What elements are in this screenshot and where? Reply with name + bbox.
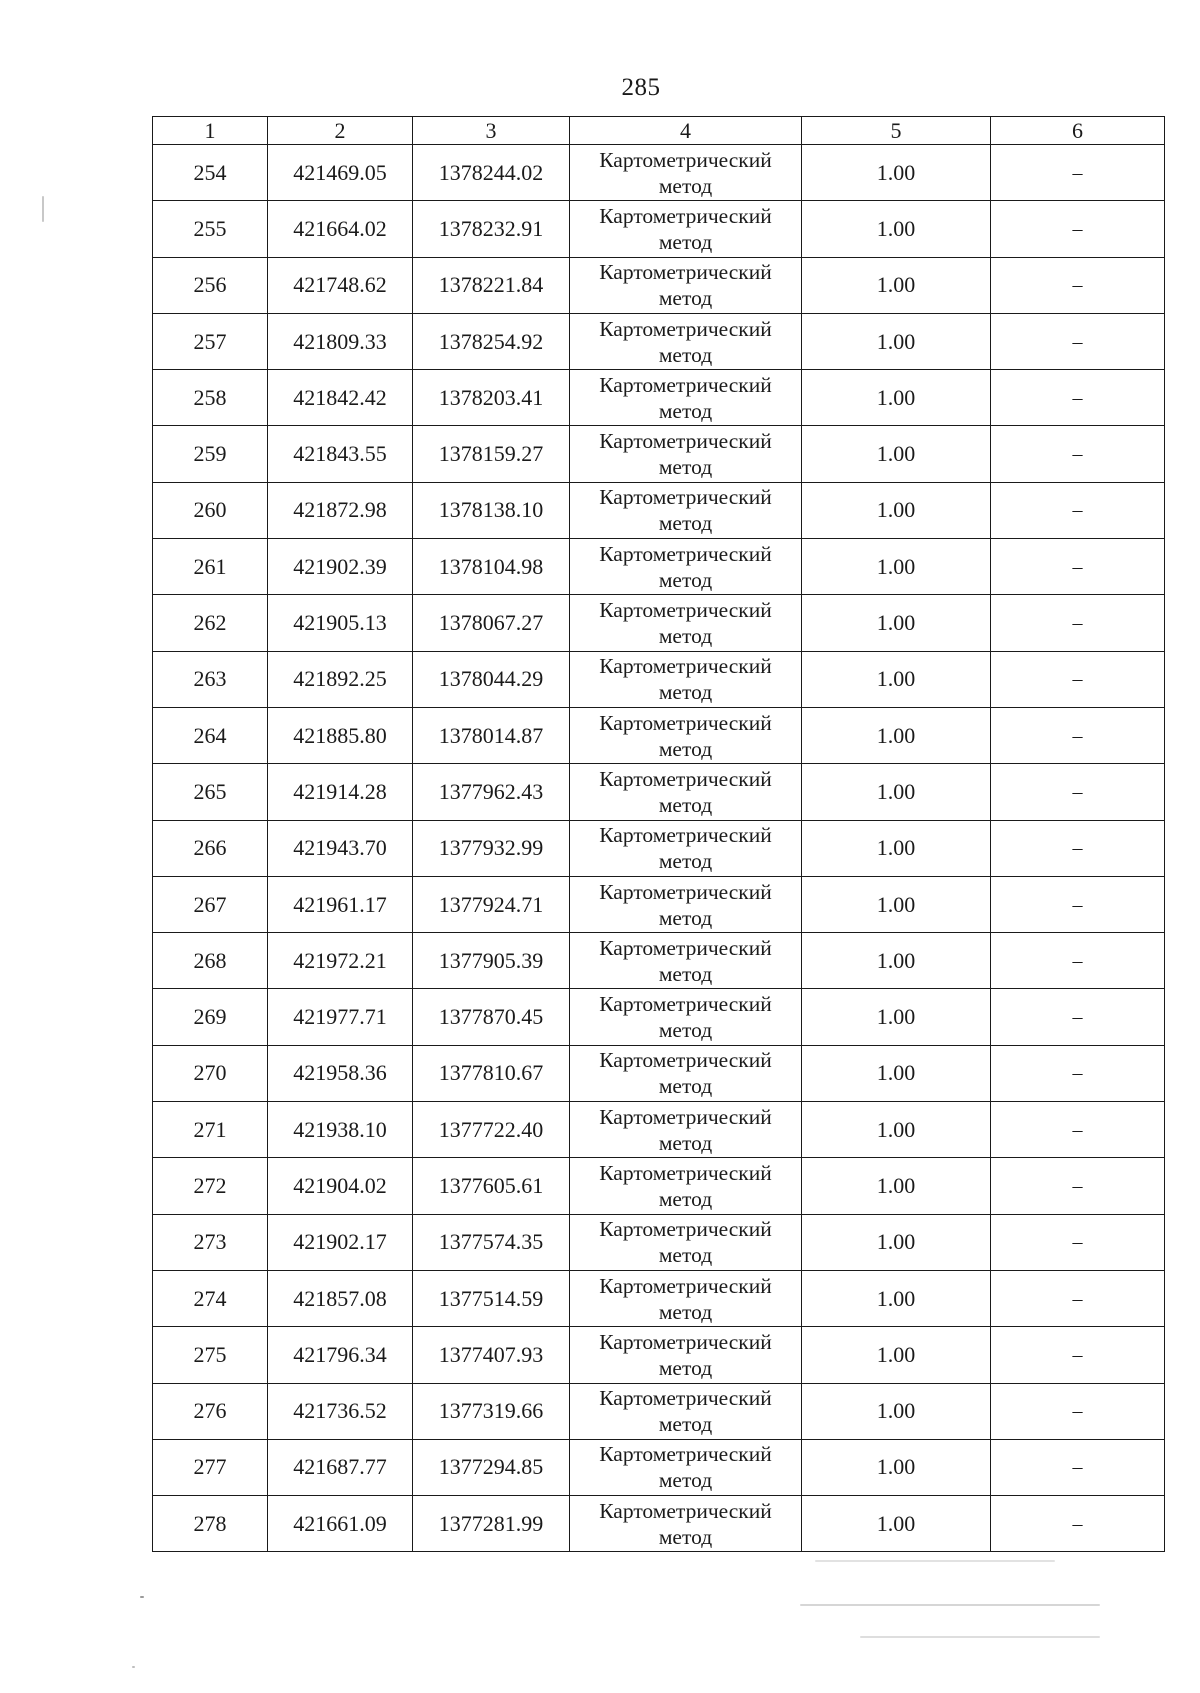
- table-row: [153, 1214, 1165, 1270]
- y-coordinate-cell: 1378232.91: [413, 201, 570, 257]
- method-line-1: Картометрический: [599, 879, 772, 904]
- table-body: [153, 145, 1165, 1552]
- point-number-cell: 268: [153, 933, 268, 989]
- method-cell: [570, 933, 802, 989]
- x-coordinate-cell: 421748.62: [268, 257, 413, 313]
- method-line-2: метод: [658, 455, 713, 480]
- x-coordinate-cell: 421902.39: [268, 539, 413, 595]
- method-line-1: Картометрический: [599, 935, 772, 960]
- method-cell: [570, 707, 802, 763]
- accuracy-cell: 1.00: [802, 145, 991, 201]
- table-row: [153, 1327, 1165, 1383]
- x-coordinate-cell: 421972.21: [268, 933, 413, 989]
- x-coordinate-cell: 421914.28: [268, 764, 413, 820]
- note-cell: –: [991, 370, 1165, 426]
- y-coordinate-cell: 1377514.59: [413, 1270, 570, 1326]
- method-cell: [570, 1270, 802, 1326]
- note-cell: –: [991, 1270, 1165, 1326]
- method-line-1: Картометрический: [599, 1498, 772, 1523]
- accuracy-cell: 1.00: [802, 989, 991, 1045]
- method-line-1: Картометрический: [599, 316, 772, 341]
- table-row: [153, 933, 1165, 989]
- table-row: [153, 989, 1165, 1045]
- table-row: [153, 370, 1165, 426]
- point-number-cell: 262: [153, 595, 268, 651]
- method-line-1: Картометрический: [599, 260, 772, 285]
- point-number-cell: 265: [153, 764, 268, 820]
- accuracy-cell: 1.00: [802, 1270, 991, 1326]
- method-line-2: метод: [658, 1018, 713, 1043]
- method-line-2: метод: [658, 1243, 713, 1268]
- point-number-cell: 273: [153, 1214, 268, 1270]
- point-number-cell: 266: [153, 820, 268, 876]
- x-coordinate-cell: 421958.36: [268, 1045, 413, 1101]
- method-line-2: метод: [658, 1299, 713, 1324]
- y-coordinate-cell: 1377905.39: [413, 933, 570, 989]
- note-cell: –: [991, 651, 1165, 707]
- method-line-1: Картометрический: [599, 766, 772, 791]
- point-number-cell: 255: [153, 201, 268, 257]
- method-line-1: Картометрический: [599, 1386, 772, 1411]
- x-coordinate-cell: 421664.02: [268, 201, 413, 257]
- note-cell: –: [991, 482, 1165, 538]
- note-cell: –: [991, 1158, 1165, 1214]
- method-cell: [570, 145, 802, 201]
- note-cell: –: [991, 876, 1165, 932]
- method-line-2: метод: [658, 342, 713, 367]
- point-number-cell: 275: [153, 1327, 268, 1383]
- accuracy-cell: 1.00: [802, 313, 991, 369]
- method-line-2: метод: [658, 398, 713, 423]
- method-line-1: Картометрический: [599, 992, 772, 1017]
- scan-speck: [42, 196, 44, 222]
- point-number-cell: 257: [153, 313, 268, 369]
- method-line-2: метод: [658, 905, 713, 930]
- y-coordinate-cell: 1378254.92: [413, 313, 570, 369]
- table-row: [153, 1158, 1165, 1214]
- accuracy-cell: 1.00: [802, 933, 991, 989]
- x-coordinate-cell: 421885.80: [268, 707, 413, 763]
- method-line-1: Картометрический: [599, 429, 772, 454]
- x-coordinate-cell: 421872.98: [268, 482, 413, 538]
- accuracy-cell: 1.00: [802, 539, 991, 595]
- table-row: [153, 595, 1165, 651]
- y-coordinate-cell: 1378138.10: [413, 482, 570, 538]
- method-line-2: метод: [658, 1524, 713, 1549]
- note-cell: –: [991, 1383, 1165, 1439]
- method-cell: [570, 370, 802, 426]
- y-coordinate-cell: 1377319.66: [413, 1383, 570, 1439]
- method-line-1: Картометрический: [599, 485, 772, 510]
- note-cell: –: [991, 1496, 1165, 1552]
- method-cell: [570, 1158, 802, 1214]
- accuracy-cell: 1.00: [802, 1439, 991, 1495]
- scan-speck: [800, 1604, 1100, 1606]
- x-coordinate-cell: 421843.55: [268, 426, 413, 482]
- point-number-cell: 272: [153, 1158, 268, 1214]
- y-coordinate-cell: 1377810.67: [413, 1045, 570, 1101]
- point-number-cell: 260: [153, 482, 268, 538]
- y-coordinate-cell: 1378244.02: [413, 145, 570, 201]
- table-row: [153, 820, 1165, 876]
- method-line-2: метод: [658, 1468, 713, 1493]
- x-coordinate-cell: 421905.13: [268, 595, 413, 651]
- x-coordinate-cell: 421736.52: [268, 1383, 413, 1439]
- method-line-2: метод: [658, 567, 713, 592]
- method-line-2: метод: [658, 1074, 713, 1099]
- method-line-1: Картометрический: [599, 147, 772, 172]
- table-row: [153, 651, 1165, 707]
- point-number-cell: 277: [153, 1439, 268, 1495]
- x-coordinate-cell: 421904.02: [268, 1158, 413, 1214]
- column-header-3: 3: [413, 117, 570, 145]
- scan-speck: [815, 1560, 1055, 1562]
- x-coordinate-cell: 421902.17: [268, 1214, 413, 1270]
- accuracy-cell: 1.00: [802, 257, 991, 313]
- y-coordinate-cell: 1377962.43: [413, 764, 570, 820]
- accuracy-cell: 1.00: [802, 1158, 991, 1214]
- method-line-1: Картометрический: [599, 598, 772, 623]
- y-coordinate-cell: 1378221.84: [413, 257, 570, 313]
- point-number-cell: 261: [153, 539, 268, 595]
- note-cell: –: [991, 539, 1165, 595]
- accuracy-cell: 1.00: [802, 651, 991, 707]
- method-line-2: метод: [658, 511, 713, 536]
- method-cell: [570, 257, 802, 313]
- method-line-1: Картометрический: [599, 1160, 772, 1185]
- table-row: [153, 313, 1165, 369]
- column-header-4: 4: [570, 117, 802, 145]
- accuracy-cell: 1.00: [802, 1214, 991, 1270]
- method-cell: [570, 595, 802, 651]
- y-coordinate-cell: 1378203.41: [413, 370, 570, 426]
- method-cell: [570, 876, 802, 932]
- point-number-cell: 267: [153, 876, 268, 932]
- note-cell: –: [991, 989, 1165, 1045]
- method-cell: [570, 313, 802, 369]
- accuracy-cell: 1.00: [802, 370, 991, 426]
- method-line-1: Картометрический: [599, 1217, 772, 1242]
- y-coordinate-cell: 1377605.61: [413, 1158, 570, 1214]
- method-line-1: Картометрический: [599, 823, 772, 848]
- accuracy-cell: 1.00: [802, 426, 991, 482]
- x-coordinate-cell: 421961.17: [268, 876, 413, 932]
- method-cell: [570, 764, 802, 820]
- method-line-2: метод: [658, 961, 713, 986]
- x-coordinate-cell: 421687.77: [268, 1439, 413, 1495]
- note-cell: –: [991, 595, 1165, 651]
- header-row: [153, 117, 1165, 145]
- table-row: [153, 1102, 1165, 1158]
- method-cell: [570, 482, 802, 538]
- accuracy-cell: 1.00: [802, 764, 991, 820]
- x-coordinate-cell: 421661.09: [268, 1496, 413, 1552]
- method-line-1: Картометрический: [599, 1329, 772, 1354]
- method-cell: [570, 1327, 802, 1383]
- method-line-2: метод: [658, 680, 713, 705]
- scan-speck: [132, 1666, 135, 1668]
- point-number-cell: 259: [153, 426, 268, 482]
- coordinates-table: [152, 116, 1165, 1552]
- y-coordinate-cell: 1377932.99: [413, 820, 570, 876]
- method-line-2: метод: [658, 736, 713, 761]
- method-cell: [570, 1383, 802, 1439]
- accuracy-cell: 1.00: [802, 201, 991, 257]
- x-coordinate-cell: 421842.42: [268, 370, 413, 426]
- point-number-cell: 271: [153, 1102, 268, 1158]
- table-header: [153, 117, 1165, 145]
- note-cell: –: [991, 1327, 1165, 1383]
- method-cell: [570, 426, 802, 482]
- y-coordinate-cell: 1377722.40: [413, 1102, 570, 1158]
- point-number-cell: 263: [153, 651, 268, 707]
- method-cell: [570, 1496, 802, 1552]
- table-row: [153, 426, 1165, 482]
- accuracy-cell: 1.00: [802, 1327, 991, 1383]
- method-cell: [570, 820, 802, 876]
- method-cell: [570, 539, 802, 595]
- column-header-5: 5: [802, 117, 991, 145]
- method-line-2: метод: [658, 624, 713, 649]
- method-cell: [570, 201, 802, 257]
- y-coordinate-cell: 1377294.85: [413, 1439, 570, 1495]
- note-cell: –: [991, 313, 1165, 369]
- point-number-cell: 276: [153, 1383, 268, 1439]
- accuracy-cell: 1.00: [802, 1383, 991, 1439]
- y-coordinate-cell: 1377574.35: [413, 1214, 570, 1270]
- method-cell: [570, 989, 802, 1045]
- column-header-6: 6: [991, 117, 1165, 145]
- method-line-1: Картометрический: [599, 1273, 772, 1298]
- method-cell: [570, 1102, 802, 1158]
- table-row: [153, 201, 1165, 257]
- accuracy-cell: 1.00: [802, 595, 991, 651]
- accuracy-cell: 1.00: [802, 707, 991, 763]
- note-cell: –: [991, 1214, 1165, 1270]
- scan-speck: [140, 1596, 144, 1598]
- column-header-2: 2: [268, 117, 413, 145]
- table-row: [153, 876, 1165, 932]
- x-coordinate-cell: 421892.25: [268, 651, 413, 707]
- method-line-2: метод: [658, 173, 713, 198]
- note-cell: –: [991, 764, 1165, 820]
- point-number-cell: 258: [153, 370, 268, 426]
- point-number-cell: 254: [153, 145, 268, 201]
- note-cell: –: [991, 426, 1165, 482]
- table-row: [153, 1383, 1165, 1439]
- note-cell: –: [991, 1102, 1165, 1158]
- table-row: [153, 1439, 1165, 1495]
- point-number-cell: 274: [153, 1270, 268, 1326]
- method-line-1: Картометрический: [599, 654, 772, 679]
- table-row: [153, 707, 1165, 763]
- table-row: [153, 482, 1165, 538]
- method-line-2: метод: [658, 792, 713, 817]
- table-row: [153, 1045, 1165, 1101]
- method-cell: [570, 1045, 802, 1101]
- table-row: [153, 764, 1165, 820]
- point-number-cell: 269: [153, 989, 268, 1045]
- y-coordinate-cell: 1377281.99: [413, 1496, 570, 1552]
- note-cell: –: [991, 820, 1165, 876]
- method-line-1: Картометрический: [599, 1442, 772, 1467]
- method-line-2: метод: [658, 1186, 713, 1211]
- method-line-1: Картометрический: [599, 372, 772, 397]
- y-coordinate-cell: 1377924.71: [413, 876, 570, 932]
- method-line-1: Картометрический: [599, 1048, 772, 1073]
- table-row: [153, 1496, 1165, 1552]
- method-line-1: Картометрический: [599, 541, 772, 566]
- x-coordinate-cell: 421469.05: [268, 145, 413, 201]
- method-cell: [570, 1439, 802, 1495]
- method-cell: [570, 651, 802, 707]
- method-line-2: метод: [658, 1412, 713, 1437]
- table-row: [153, 257, 1165, 313]
- x-coordinate-cell: 421977.71: [268, 989, 413, 1045]
- accuracy-cell: 1.00: [802, 820, 991, 876]
- method-line-2: метод: [658, 1130, 713, 1155]
- note-cell: –: [991, 933, 1165, 989]
- x-coordinate-cell: 421938.10: [268, 1102, 413, 1158]
- accuracy-cell: 1.00: [802, 876, 991, 932]
- accuracy-cell: 1.00: [802, 482, 991, 538]
- point-number-cell: 278: [153, 1496, 268, 1552]
- x-coordinate-cell: 421796.34: [268, 1327, 413, 1383]
- x-coordinate-cell: 421809.33: [268, 313, 413, 369]
- x-coordinate-cell: 421943.70: [268, 820, 413, 876]
- y-coordinate-cell: 1378104.98: [413, 539, 570, 595]
- method-line-1: Картометрический: [599, 203, 772, 228]
- accuracy-cell: 1.00: [802, 1496, 991, 1552]
- method-line-2: метод: [658, 229, 713, 254]
- note-cell: –: [991, 1439, 1165, 1495]
- accuracy-cell: 1.00: [802, 1102, 991, 1158]
- y-coordinate-cell: 1377407.93: [413, 1327, 570, 1383]
- x-coordinate-cell: 421857.08: [268, 1270, 413, 1326]
- method-line-1: Картометрический: [599, 1104, 772, 1129]
- note-cell: –: [991, 145, 1165, 201]
- y-coordinate-cell: 1378044.29: [413, 651, 570, 707]
- y-coordinate-cell: 1378159.27: [413, 426, 570, 482]
- point-number-cell: 270: [153, 1045, 268, 1101]
- note-cell: –: [991, 257, 1165, 313]
- note-cell: –: [991, 707, 1165, 763]
- method-line-1: Картометрический: [599, 710, 772, 735]
- accuracy-cell: 1.00: [802, 1045, 991, 1101]
- method-cell: [570, 1214, 802, 1270]
- y-coordinate-cell: 1377870.45: [413, 989, 570, 1045]
- y-coordinate-cell: 1378014.87: [413, 707, 570, 763]
- method-line-2: метод: [658, 849, 713, 874]
- method-line-2: метод: [658, 286, 713, 311]
- scan-speck: [860, 1636, 1100, 1638]
- point-number-cell: 256: [153, 257, 268, 313]
- y-coordinate-cell: 1378067.27: [413, 595, 570, 651]
- page-number: 285: [621, 74, 661, 101]
- note-cell: –: [991, 201, 1165, 257]
- method-line-2: метод: [658, 1355, 713, 1380]
- table-row: [153, 1270, 1165, 1326]
- column-header-1: 1: [153, 117, 268, 145]
- table-row: [153, 145, 1165, 201]
- table-row: [153, 539, 1165, 595]
- note-cell: –: [991, 1045, 1165, 1101]
- point-number-cell: 264: [153, 707, 268, 763]
